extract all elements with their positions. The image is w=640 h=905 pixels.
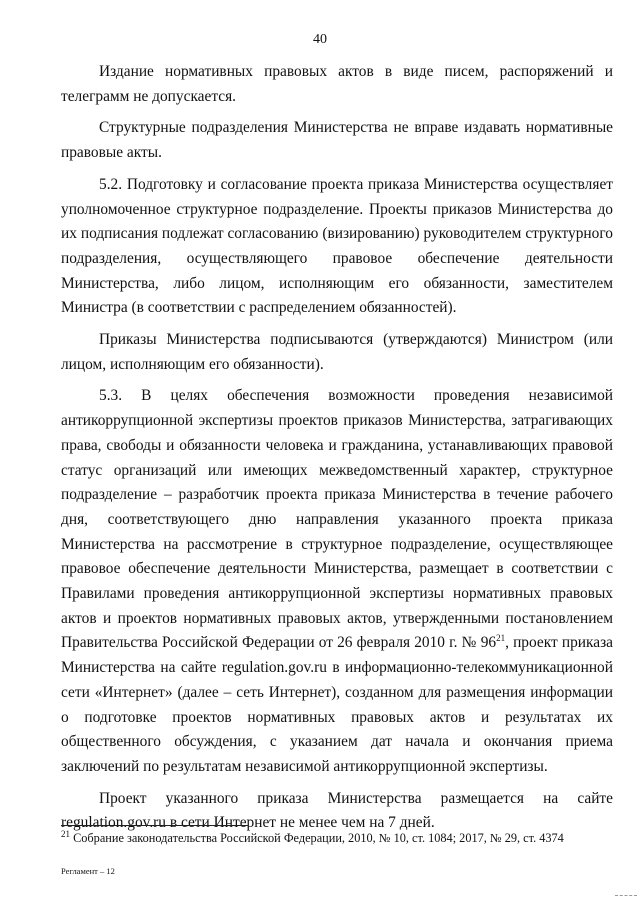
paragraph-5-head: 5.3. В целях обеспечения возможности проведения независимой антикоррупционной экспертизы проектов приказов Министерства, затрагивающих права, свободы и обязанности человека и гражданина, устанавливающих правовой статус организаций или имеющих межведомственный характер, структурное подразделение – разработчик проекта приказа Министерства в течение рабочего дня, соответствующего дню направления указанного проекта приказа Министерства на рассмотрение в структурное подразделение, осуществляющее правовое обеспечение деятельности Министерства, размещает в соответствии с Правилами проведения антикоррупционной экспертизы нормативных правовых актов и проектов нормативных правовых актов, утвержденными постановлением Правительства Российской Федерации от 26 февраля 2010 г. № 96 [61,387,613,652]
document-body [61,60,613,836]
footnote [61,830,621,846]
page-footer: Регламент – 12 [61,866,115,876]
paragraph-5-tail: , проект приказа Министерства на сайте regulation.gov.ru в информационно-телекоммуникационной сети «Интернет» (далее – сеть Интернет), созданном для размещения информации о подготовке проектов нормативных правовых актов и результатах их общественного обсуждения, с указанием дат начала и окончания приема заключений по результатам независимой антикоррупционной экспертизы. [61,634,613,775]
paragraph-6: Проект указанного приказа Министерства размещается на сайте regulation.gov.ru в сети Интернет не менее чем на 7 дней. [61,789,613,832]
footnote-text: Собрание законодательства Российской Федерации, 2010, № 10, ст. 1084; 2017, № 29, ст. 4374 [70,831,564,845]
footnote-reference: 21 [496,633,506,644]
paragraph-1: Издание нормативных правовых актов в виде писем, распоряжений и телеграмм не допускается. [61,63,613,105]
page-number: 40 [313,32,327,47]
footnote-marker: 21 [61,828,70,839]
paragraph-2: Структурные подразделения Министерства не вправе издавать нормативные правовые акты. [61,119,613,162]
paragraph-5 [61,384,613,779]
footnote-divider [61,825,248,826]
paragraph-3: 5.2. Подготовку и согласование проекта приказа Министерства осуществляет уполномоченное структурное подразделение. Проекты приказов Министерства до их подписания подлежат согласованию (визированию) руководителем структурного подразделения, осуществляющего правовое обеспечение деятельности Министерства, либо лицом, исполняющим его обязанности, заместителем Министра (в соответствии с распределением обязанностей). [61,175,613,317]
paragraph-4: Приказы Министерства подписываются (утверждаются) Министром (или лицом, исполняющим его обязанности). [61,331,613,373]
scan-edge-mark [615,895,637,900]
